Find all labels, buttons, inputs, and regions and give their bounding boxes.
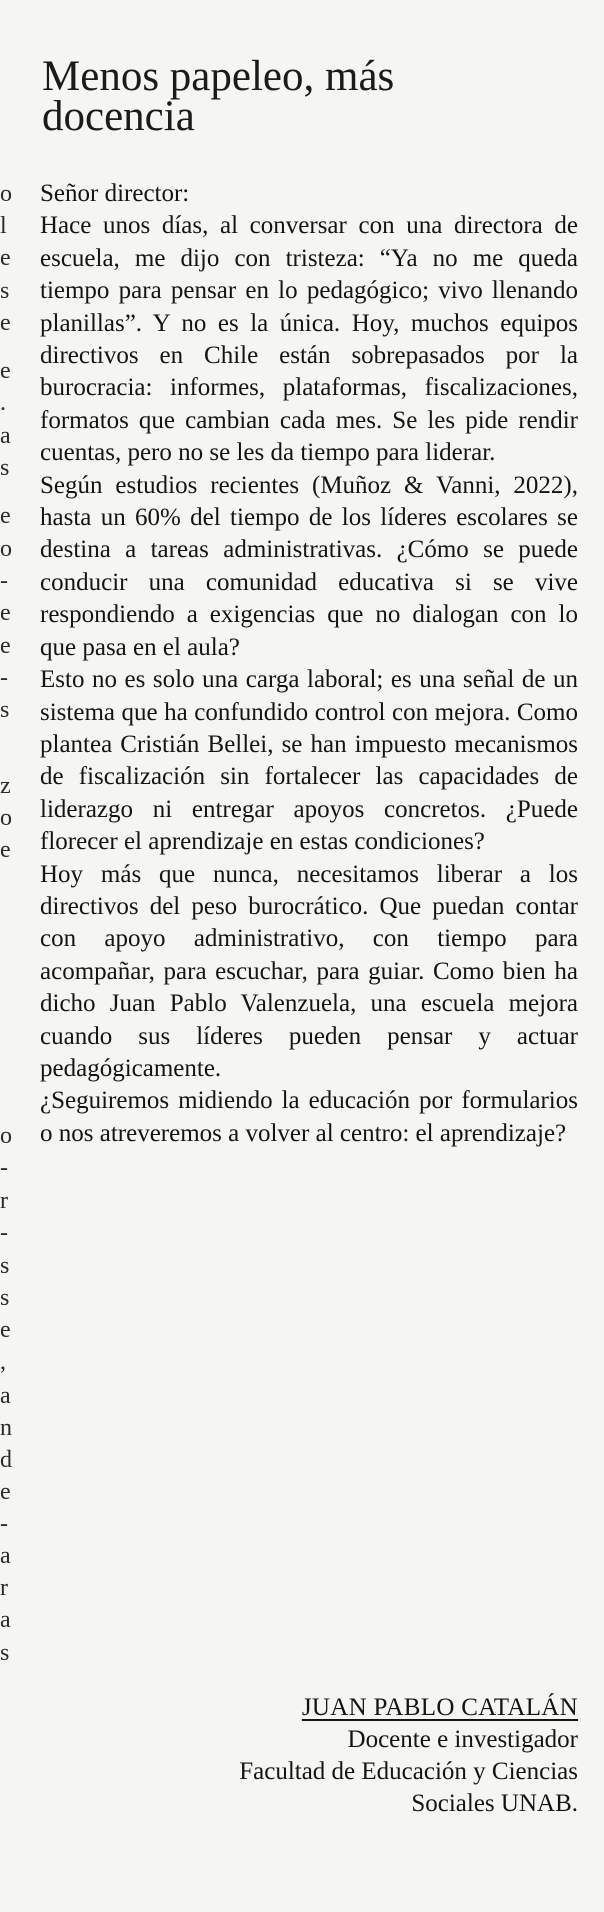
margin-fragment: a	[0, 423, 11, 449]
letter-body	[40, 178, 578, 1150]
margin-fragment: a	[0, 1543, 11, 1569]
author-affiliation-line-2: Sociales UNAB.	[411, 1790, 578, 1817]
margin-fragment: -	[0, 568, 8, 594]
margin-fragment: s	[0, 697, 10, 723]
margin-fragment: e	[0, 358, 11, 384]
margin-fragment: -	[0, 665, 8, 691]
paragraph-2: Según estudios recientes (Muñoz & Vanni, 2022), hasta un 60% del tiempo de los líderes escolares se destina a tareas administrativas. ¿Cómo se puede conducir una comunidad educativa si se vive respondiendo a exigencias que no dialogan con lo que pasa en el aula?	[40, 471, 578, 661]
margin-fragment: e	[0, 1317, 11, 1343]
margin-fragment: r	[0, 1575, 8, 1601]
paragraph-1: Hace unos días, al conversar con una directora de escuela, me dijo con tristeza: “Ya no me queda tiempo para pensar en lo pedagógico; vivo llenando planillas”. Y no es la única. Hoy, muchos equipos directivos en Chile están sobrepasados por la burocracia: informes, plataformas, fiscalizaciones, formatos que cambian cada mes. Se les pide rendir cuentas, pero no se les da tiempo para liderar.	[40, 212, 578, 467]
margin-fragment: o	[0, 536, 12, 562]
margin-fragment: ,	[0, 1349, 6, 1375]
margin-fragment: r	[0, 1188, 8, 1214]
margin-fragment: e	[0, 503, 11, 529]
margin-fragment: s	[0, 455, 10, 481]
margin-fragment: e	[0, 837, 11, 863]
author-name: JUAN PABLO CATALÁN	[301, 1694, 578, 1721]
margin-fragment: e	[0, 600, 11, 626]
margin-fragment: o	[0, 805, 12, 831]
paragraph-4: Hoy más que nunca, necesitamos liberar a los directivos del peso burocrático. Que puedan contar con apoyo administrativo, con tiempo para acompañar, para escuchar, para guiar. Como bien ha dicho Juan Pablo Valenzuela, una escuela mejora cuando sus líderes pueden pensar y actuar pedagógicamente.	[40, 860, 578, 1082]
margin-fragment: z	[0, 773, 11, 799]
paragraph-5: ¿Seguiremos midiendo la educación por formularios o nos atreveremos a volver al centro: el aprendizaje?	[40, 1087, 578, 1147]
margin-fragment: s	[0, 1253, 10, 1279]
margin-fragment: e	[0, 245, 11, 271]
margin-fragment: -	[0, 1220, 8, 1246]
paragraph-3: Esto no es solo una carga laboral; es una señal de un sistema que ha confundido control con mejora. Como plantea Cristián Bellei, se han impuesto mecanismos de fiscalización sin fortalecer las capacidades de liderazgo ni entregar apoyos concretos. ¿Puede florecer el aprendizaje en estas condiciones?	[40, 666, 578, 856]
margin-fragment: o	[0, 181, 12, 207]
margin-fragment: e	[0, 310, 11, 336]
margin-fragment: o	[0, 1123, 12, 1149]
margin-fragment: d	[0, 1447, 12, 1473]
margin-fragment: s	[0, 278, 10, 304]
margin-fragment: a	[0, 1383, 11, 1409]
margin-fragment: s	[0, 1285, 10, 1311]
signature-block	[98, 1692, 578, 1820]
margin-fragment: .	[0, 390, 6, 416]
margin-fragment: n	[0, 1415, 12, 1441]
title-line-1: Menos papeleo, más	[42, 52, 395, 100]
margin-fragment: s	[0, 1640, 10, 1666]
margin-fragment: l	[0, 213, 7, 239]
title-line-2: docencia	[42, 92, 195, 140]
margin-fragment: a	[0, 1607, 11, 1633]
salutation: Señor director:	[40, 180, 190, 207]
article-title	[42, 52, 582, 140]
margin-fragment: -	[0, 1511, 8, 1537]
margin-fragment: e	[0, 633, 11, 659]
author-role: Docente e investigador	[347, 1726, 578, 1753]
margin-fragment: e	[0, 1479, 11, 1505]
margin-fragment: -	[0, 1155, 8, 1181]
author-affiliation-line-1: Facultad de Educación y Ciencias	[239, 1758, 578, 1785]
